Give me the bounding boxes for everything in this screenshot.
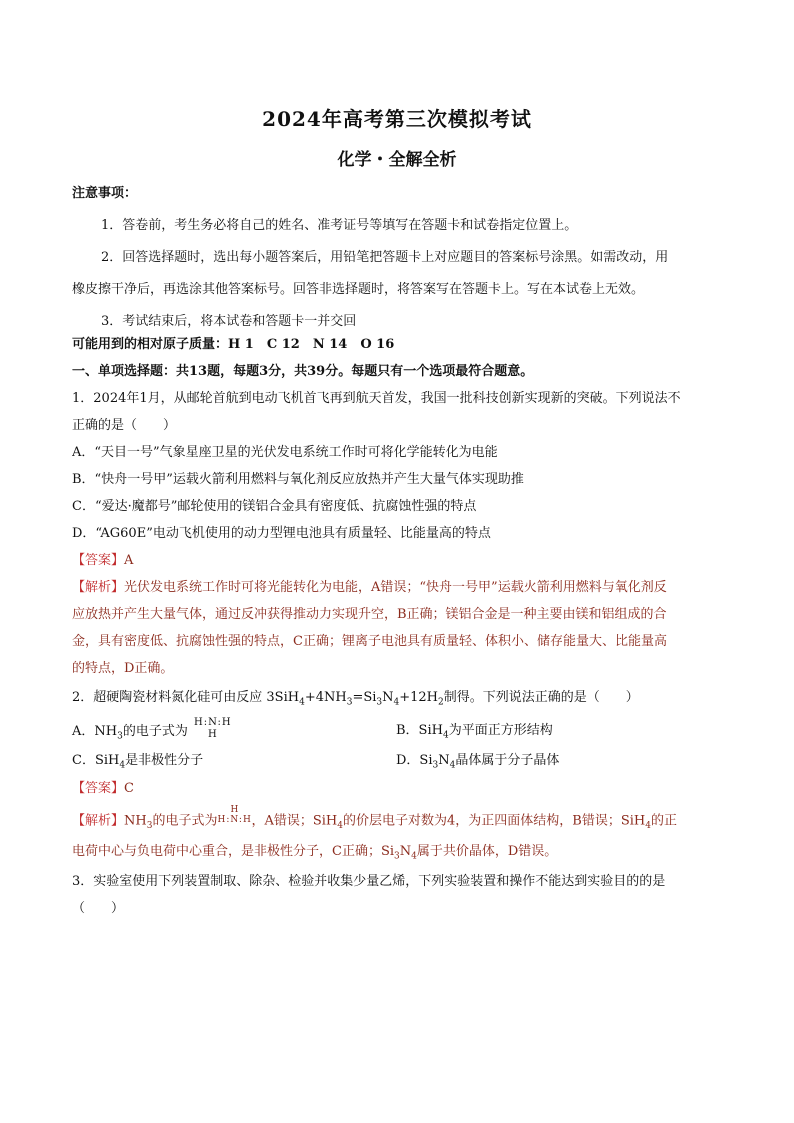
q1-analysis-line-3: 金，具有密度低、抗腐蚀性强的特点，C正确；锂离子电池具有质量轻、体积小、储存能量大、比能量高	[72, 634, 667, 649]
q2-analysis-text: 的正	[650, 813, 677, 829]
q2-answer-value: C	[124, 781, 134, 796]
lewis-top-row: H:N:H	[194, 717, 232, 728]
q2-analysis-text: 的电子式为	[152, 813, 218, 829]
q1-stem-line-1: 1．2024年1月，从邮轮首航到电动飞机首飞再到航天首发，我国一批科技创新实现新的突破。下列说法不	[72, 391, 681, 406]
q2-stem-sub: 4	[299, 697, 305, 707]
q2-option-a-text: 的电子式为	[122, 723, 188, 739]
q1-answer	[72, 552, 724, 570]
q3-stem-line-1: 3．实验室使用下列装置制取、除杂、检验并收集少量乙烯，下列实验装置和操作不能达到实验目的的是	[72, 874, 666, 889]
q2-option-b-sub: 4	[442, 730, 449, 741]
q1-option-b: B．“快舟一号甲”运载火箭利用燃料与氧化剂反应放热并产生大量气体实现助推	[72, 472, 524, 487]
q2-stem	[72, 689, 724, 707]
q2-option-c-sub: 4	[119, 760, 126, 770]
notice-item-2-line-1: 2．回答选择题时，选出每小题答案后，用铅笔把答题卡上对应题目的答案标号涂黑。如需改动，用	[101, 250, 669, 265]
q2-stem-part: +12H	[399, 690, 439, 705]
notice-item-2-line-2: 橡皮擦干净后，再选涂其他答案标号。回答非选择题时，将答案写在答题卡上。写在本试卷上无效。	[72, 282, 645, 297]
lewis-mid-row: H:N:H	[217, 815, 252, 825]
notice-heading: 注意事项：	[72, 186, 138, 201]
q2-stem-part: =Si	[352, 690, 377, 705]
q2-analysis-sub: 4	[411, 851, 417, 861]
q2-answer-label: 【答案】	[72, 781, 125, 796]
q2-option-d-sub: 3	[432, 760, 439, 770]
q2-option-d-text: D．Si	[396, 753, 433, 768]
atomic-masses: 可能用到的相对原子质量：H 1 C 12 N 14 O 16	[72, 337, 395, 352]
q2-option-b-text: 为平面正方形结构	[448, 723, 553, 738]
q2-option-a-text: A．NH	[72, 723, 118, 739]
q2-stem-part: N	[382, 690, 394, 705]
q2-option-c	[72, 753, 203, 768]
q1-analysis-label: 【解析】	[72, 580, 125, 595]
notice-item-3: 3．考试结束后，将本试卷和答题卡一并交回	[101, 314, 357, 329]
q2-analysis-text: 电荷中心与负电荷中心重合，是非极性分子，C正确；Si	[72, 844, 395, 859]
q2-stem-sub: 2	[438, 697, 444, 707]
q2-option-d-text: 晶体属于分子晶体	[455, 753, 560, 768]
q2-stem-sub: 3	[376, 697, 383, 707]
q2-stem-part: +4NH	[304, 690, 347, 705]
q2-analysis-text: NH	[124, 813, 147, 829]
q2-analysis-line-1	[72, 805, 724, 834]
q1-answer-value: A	[124, 553, 134, 568]
q2-option-d	[396, 752, 559, 770]
q2-option-d-text: N	[438, 753, 450, 768]
q2-analysis-text: N	[399, 844, 412, 859]
q2-option-a-sub: 3	[117, 731, 123, 742]
q1-option-c: C．“爱达·魔都号”邮轮使用的镁铝合金具有密度低、抗腐蚀性强的特点	[72, 499, 477, 514]
q2-analysis-label: 【解析】	[72, 813, 125, 829]
q1-analysis-line-2: 应放热并产生大量气体，通过反冲获得推动力实现升空，B正确；镁铝合金是一种主要由镁和铝组成的合	[72, 607, 667, 622]
nh3-lewis-structure-analysis	[217, 805, 252, 830]
q1-analysis-line-1	[72, 579, 724, 597]
q2-analysis-text: ，A错误；SiH	[251, 813, 338, 829]
q2-stem-sub: 4	[393, 697, 400, 707]
q2-stem-part: 制得。下列说法正确的是（ ）	[443, 690, 639, 705]
nh3-lewis-structure	[192, 717, 232, 740]
q2-option-d-sub: 4	[449, 760, 456, 770]
q1-analysis-line-4: 的特点，D正确。	[72, 661, 174, 676]
q1-answer-label: 【答案】	[72, 553, 125, 568]
q2-option-b-text: B．SiH	[396, 723, 443, 738]
q2-option-c-text: 是非极性分子	[125, 753, 204, 768]
q2-analysis-text: 的价层电子对数为4，为正四面体结构，B错误；SiH	[343, 813, 646, 829]
page-subtitle: 化学・全解全析	[337, 150, 457, 170]
q1-analysis-text-1: 光伏发电系统工作时可将光能转化为电能，A错误；“快舟一号甲”运载火箭利用燃料与氧化剂反	[124, 580, 667, 595]
q2-options-row-1	[72, 717, 724, 744]
q2-answer	[72, 780, 724, 798]
q2-analysis-line-2	[72, 843, 724, 861]
lewis-top-h: H	[230, 805, 239, 815]
q2-stem-part: 2．超硬陶瓷材料氮化硅可由反应 3SiH	[72, 690, 300, 705]
q2-stem-sub: 3	[346, 697, 353, 707]
q3-stem-line-2: （ ）	[72, 901, 125, 916]
q1-stem-line-2: 正确的是（ ）	[72, 418, 177, 433]
q2-options-row-2	[72, 752, 724, 770]
q2-analysis-text: 属于共价晶体，D错误。	[416, 844, 558, 859]
q2-analysis-sub: 3	[394, 851, 400, 861]
q1-option-a: A．“天目一号”气象星座卫星的光伏发电系统工作时可将化学能转化为电能	[72, 445, 498, 460]
notice-item-1: 1．答卷前，考生务必将自己的姓名、准考证号等填写在答题卡和试卷指定位置上。	[101, 218, 578, 233]
q1-option-d: D．“AG60E”电动飞机使用的动力型锂电池具有质量轻、比能量高的特点	[72, 526, 491, 541]
lewis-bottom-h: H	[208, 729, 217, 740]
q2-analysis-sub: 3	[146, 821, 153, 832]
q2-analysis-sub: 4	[337, 821, 344, 832]
q2-option-b	[396, 722, 553, 740]
page-title: 2024年高考第三次模拟考试	[262, 107, 532, 131]
section-1-heading: 一、单项选择题：共13题，每题3分，共39分。每题只有一个选项最符合题意。	[72, 364, 534, 379]
q2-option-c-text: C．SiH	[72, 753, 120, 768]
q2-option-a	[72, 717, 232, 742]
q2-analysis-sub: 4	[645, 821, 651, 832]
